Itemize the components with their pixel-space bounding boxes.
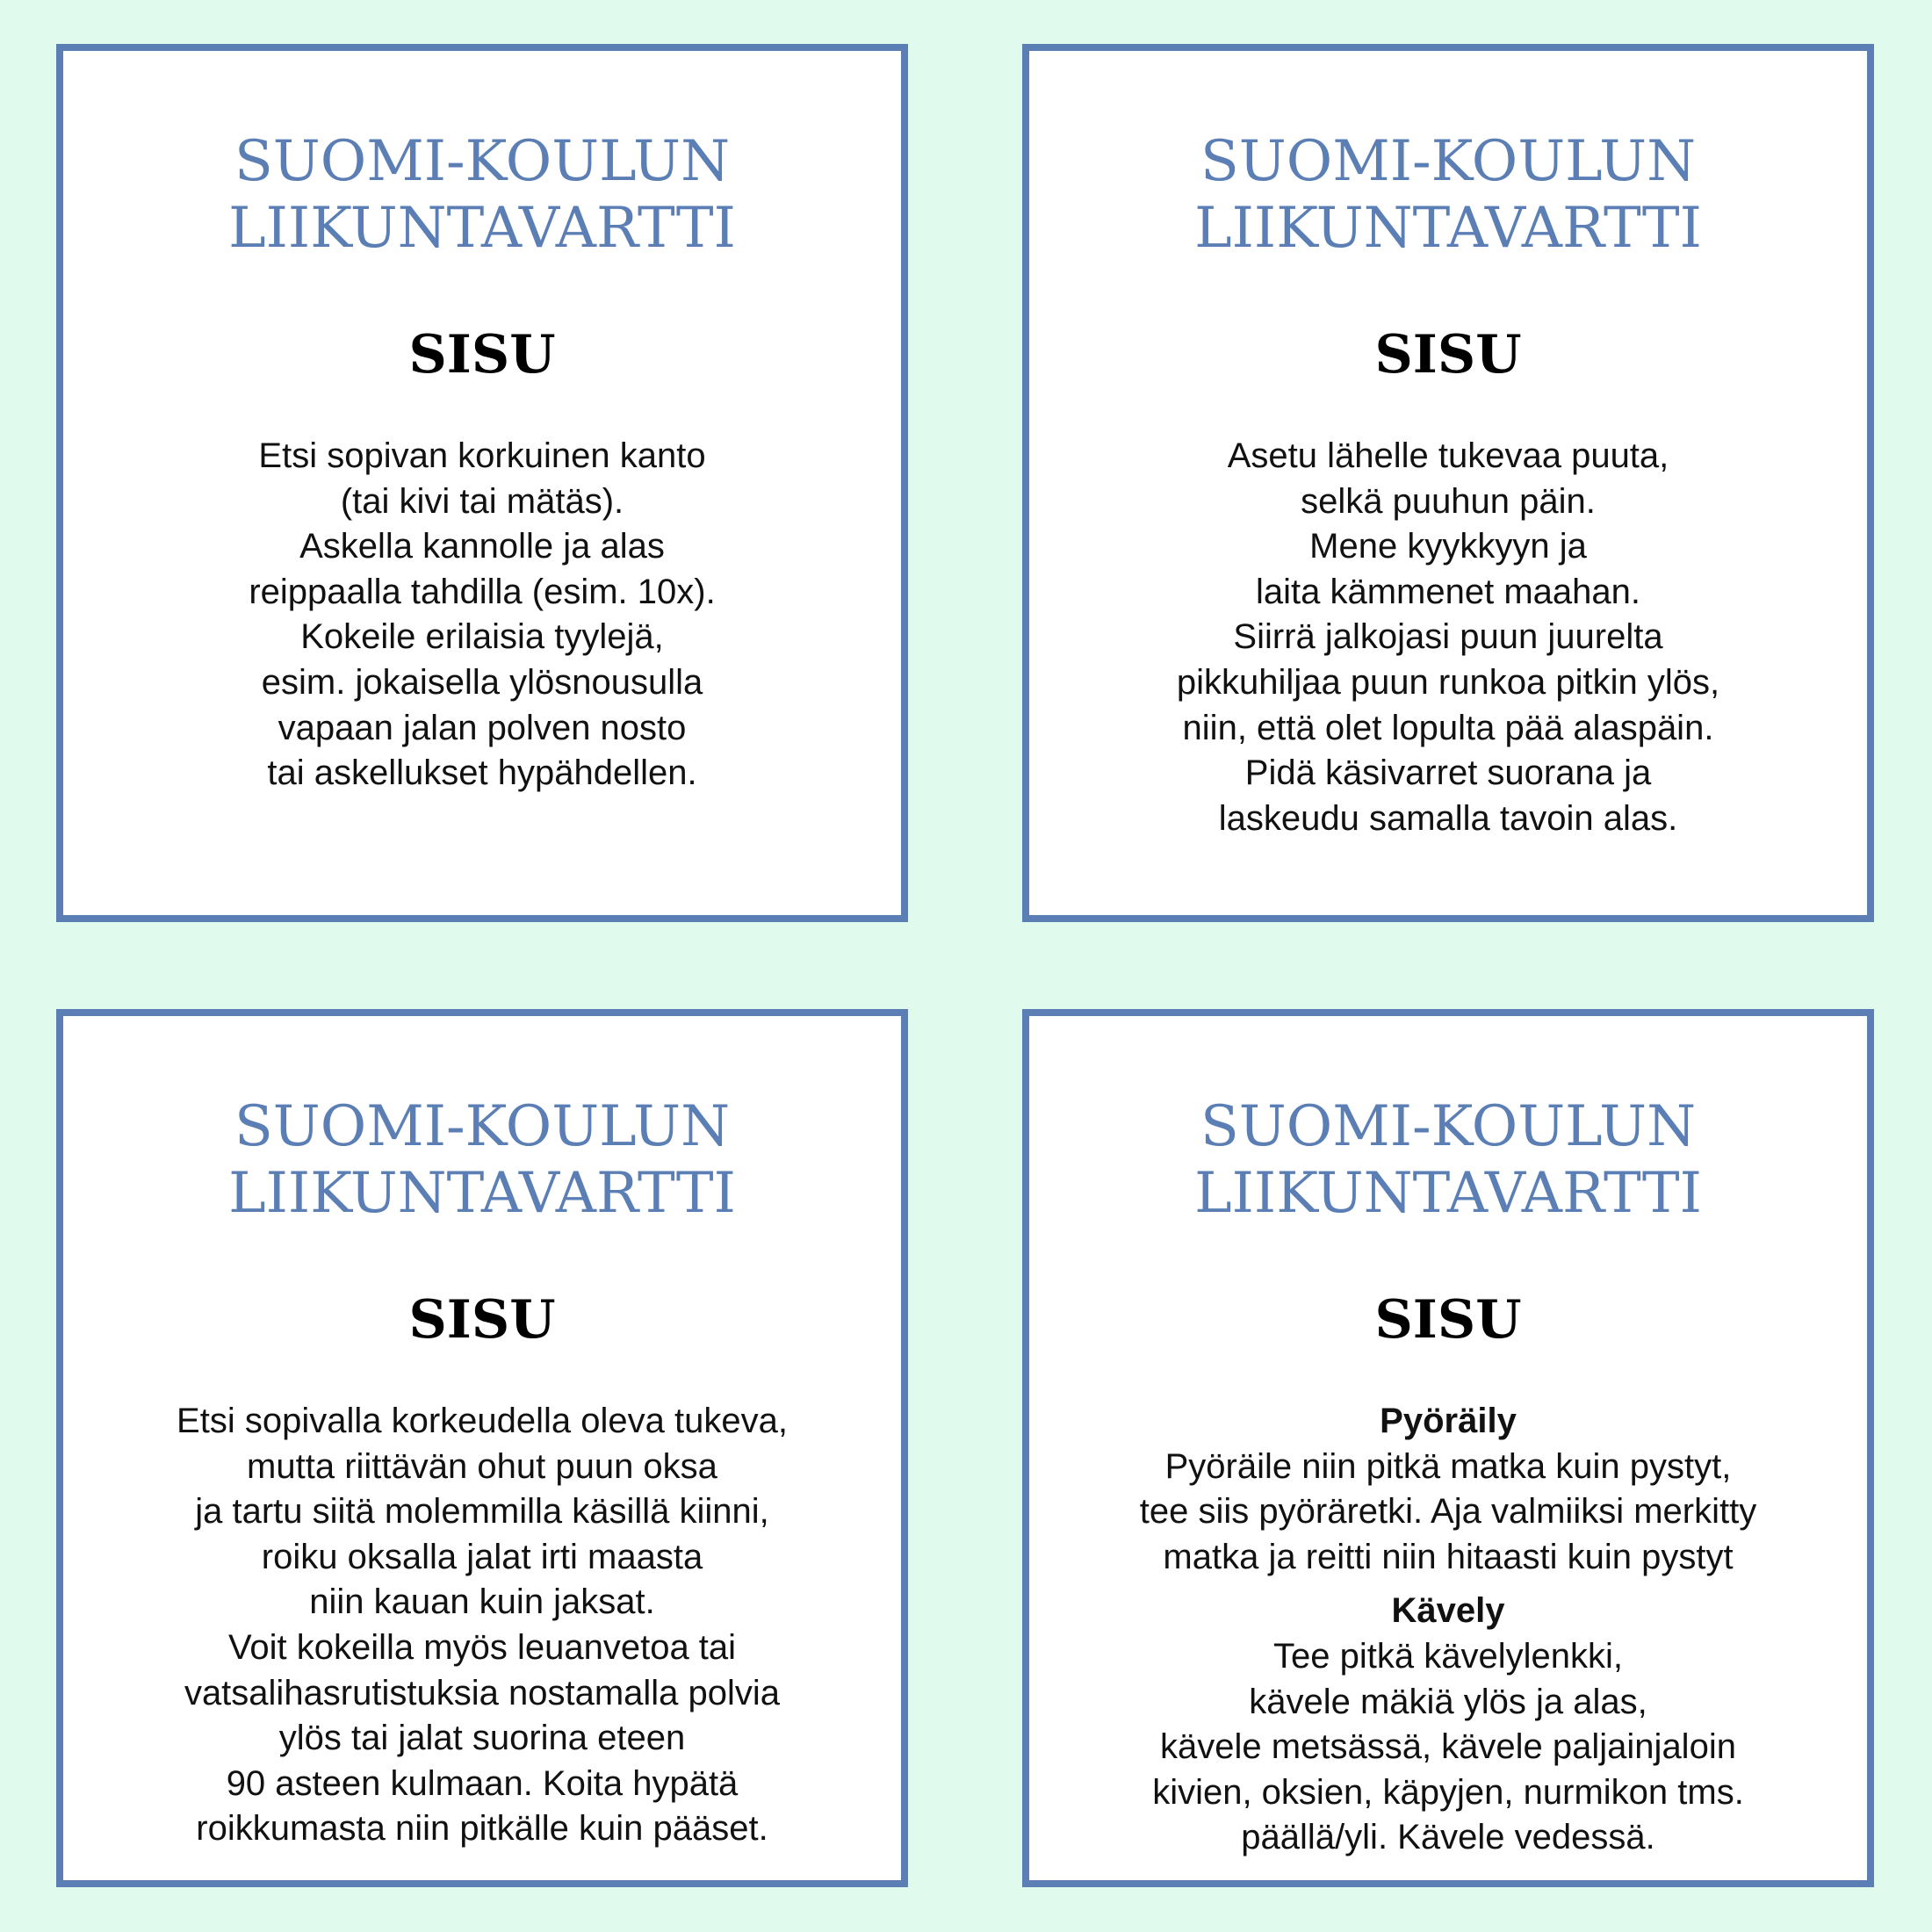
instruction-line: Askella kannolle ja alas (299, 527, 665, 566)
card-subtitle: SISU (1374, 324, 1522, 386)
instruction-line: kivien, oksien, käpyjen, nurmikon tms. (1152, 1772, 1744, 1812)
instruction-line: Voit kokeilla myös leuanvetoa tai (227, 1627, 737, 1667)
instruction-line: roikkumasta niin pitkälle kuin pääset. (196, 1809, 768, 1849)
instruction-line: Asetu lähelle tukevaa puuta, (1227, 436, 1669, 475)
instruction-line: tee siis pyöräretki. Aja valmiiksi merkitty (1139, 1492, 1757, 1532)
instruction-line: (tai kivi tai mätäs). (340, 481, 624, 521)
exercise-card-kanto (56, 44, 908, 922)
card-title-line: SUOMI-KOULUN (234, 1094, 731, 1159)
instruction-line: tai askellukset hypähdellen. (267, 753, 697, 793)
card-subtitle: SISU (408, 324, 556, 386)
instruction-line: Mene kyykkyyn ja (1309, 527, 1587, 566)
card-title (1029, 1093, 1867, 1227)
card-subtitle: SISU (1374, 1289, 1522, 1351)
instruction-line: Tee pitkä kävelylenkki, (1273, 1636, 1623, 1676)
instruction-line: laita kämmenet maahan. (1255, 572, 1640, 611)
card-title-line: LIIKUNTAVARTTI (1194, 196, 1702, 261)
instruction-line: ja tartu siitä molemmilla käsillä kiinni, (195, 1492, 769, 1532)
instruction-line: kävele metsässä, kävele paljainjaloin (1160, 1727, 1736, 1767)
instruction-line: niin kauan kuin jaksat. (309, 1582, 655, 1622)
card-instructions (1029, 1399, 1867, 1861)
instruction-line: roiku oksalla jalat irti maasta (261, 1537, 703, 1576)
card-title (63, 128, 901, 262)
card-subtitle: SISU (408, 1289, 556, 1351)
instruction-line: laskeudu samalla tavoin alas. (1218, 798, 1678, 838)
card-title-line: SUOMI-KOULUN (234, 129, 731, 194)
section-gap (1029, 1580, 1867, 1589)
exercise-card-pyoraily-kavely (1022, 1009, 1874, 1887)
instruction-line: kävele mäkiä ylös ja alas, (1249, 1682, 1647, 1721)
card-title-line: LIIKUNTAVARTTI (228, 1161, 736, 1226)
card-title-line: SUOMI-KOULUN (1200, 1094, 1697, 1159)
card-title-line: SUOMI-KOULUN (1200, 129, 1697, 194)
card-instructions (63, 1399, 901, 1852)
instruction-line: päällä/yli. Kävele vedessä. (1241, 1818, 1655, 1857)
card-title (63, 1093, 901, 1227)
section-heading-pyoraily: Pyöräily (1380, 1402, 1517, 1440)
instruction-line: pikkuhiljaa puun runkoa pitkin ylös, (1176, 662, 1720, 702)
instruction-line: Pidä käsivarret suorana ja (1244, 753, 1652, 793)
instruction-line: 90 asteen kulmaan. Koita hypätä (226, 1763, 739, 1803)
card-instructions (63, 434, 901, 797)
instruction-line: Etsi sopivalla korkeudella oleva tukeva, (177, 1402, 788, 1440)
exercise-card-oksa (56, 1009, 908, 1887)
instruction-line: Etsi sopivan korkuinen kanto (258, 436, 706, 475)
instruction-line: ylös tai jalat suorina eteen (278, 1719, 686, 1758)
instruction-line: vapaan jalan polven nosto (278, 708, 687, 747)
instruction-line: vatsalihasrutistuksia nostamalla polvia (184, 1673, 781, 1712)
card-title (1029, 128, 1867, 262)
instruction-line: Siirrä jalkojasi puun juurelta (1233, 617, 1663, 657)
instruction-line: matka ja reitti niin hitaasti kuin pystyt (1163, 1537, 1734, 1576)
instruction-line: selkä puuhun päin. (1301, 481, 1596, 521)
instruction-line: mutta riittävän ohut puun oksa (247, 1446, 717, 1486)
card-title-line: LIIKUNTAVARTTI (1194, 1161, 1702, 1226)
instruction-line: niin, että olet lopulta pää alaspäin. (1182, 708, 1714, 747)
card-title-line: LIIKUNTAVARTTI (228, 196, 736, 261)
instruction-line: Kokeile erilaisia tyylejä, (300, 617, 664, 657)
instruction-line: Pyöräile niin pitkä matka kuin pystyt, (1164, 1446, 1732, 1486)
card-instructions (1029, 434, 1867, 841)
section-heading-kavely: Kävely (1391, 1591, 1505, 1631)
instruction-line: reippaalla tahdilla (esim. 10x). (249, 572, 716, 611)
exercise-card-puu (1022, 44, 1874, 922)
instruction-line: esim. jokaisella ylösnousulla (261, 662, 703, 702)
